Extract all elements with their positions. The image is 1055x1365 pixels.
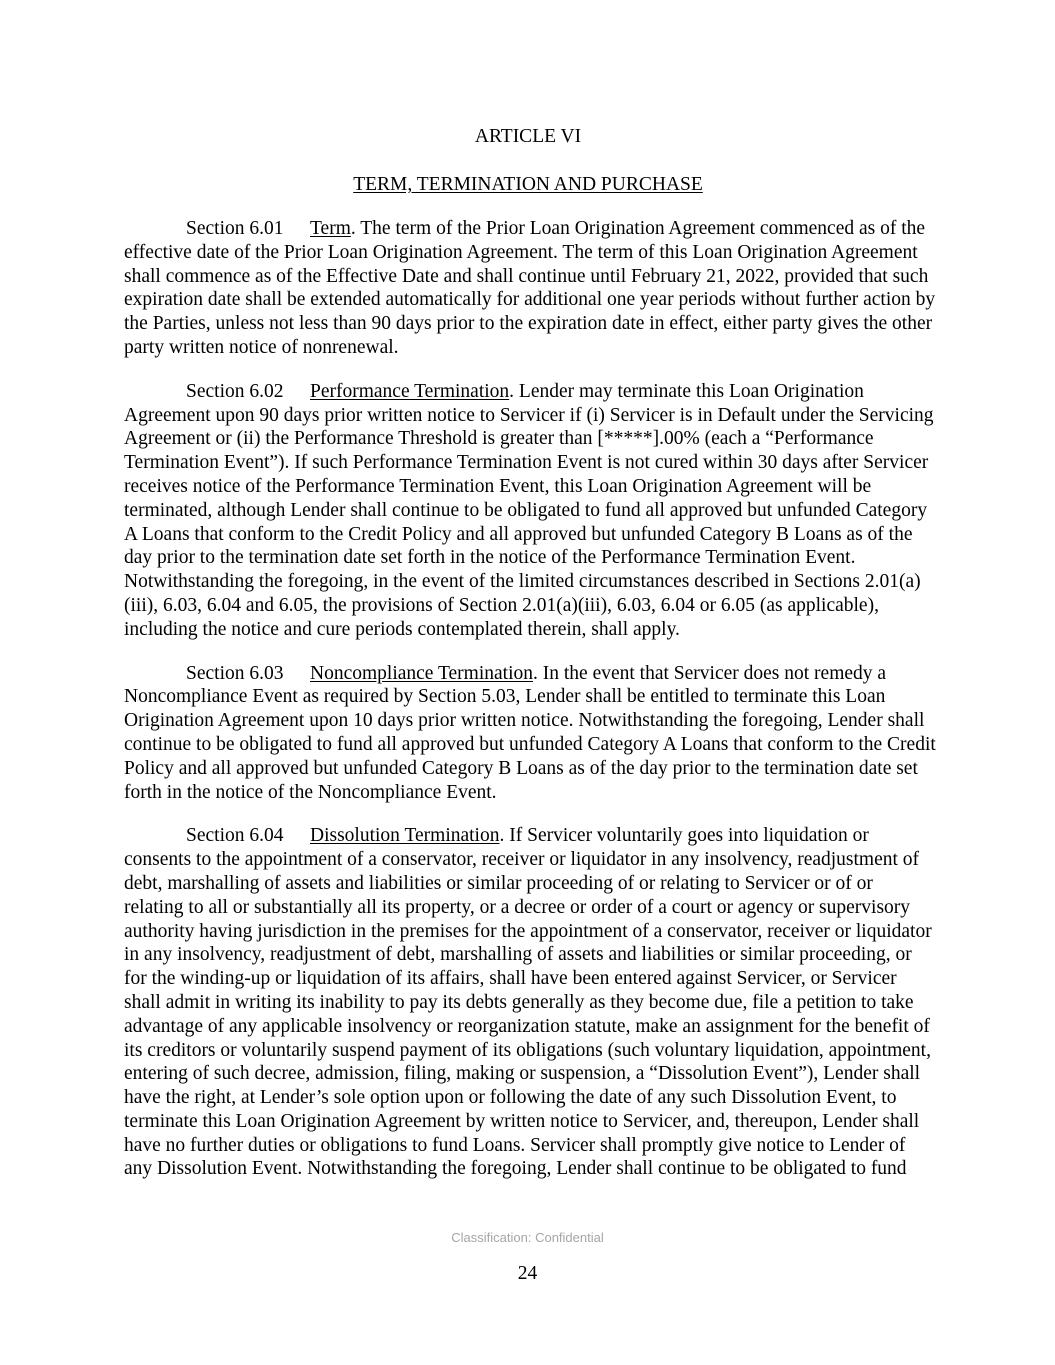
section-title: Dissolution Termination xyxy=(310,825,500,847)
section-6-01 xyxy=(124,217,936,360)
section-text: . Lender may terminate this Loan Origination Agreement upon 90 days prior written notice to Servicer if (i) Servicer is in Default under the Servicing Agreement or (ii) the Performance Threshold is greater than [*****].00% (each a “Performance Termination Event”). If such Performance Termination Event is not cured within 30 days after Servicer receives notice of the Performance Termination Event, this Loan Origination Agreement will be terminated, although Lender shall continue to be obligated to fund all approved but unfunded Category A Loans that conform to the Credit Policy and all approved but unfunded Category B Loans as of the day prior to the termination date set forth in the notice of the Performance Termination Event. Notwithstanding the foregoing, in the event of the limited circumstances described in Sections 2.01(a)(iii), 6.03, 6.04 and 6.05, the provisions of Section 2.01(a)(iii), 6.03, 6.04 or 6.05 (as applicable), including the notice and cure periods contemplated therein, shall apply. xyxy=(124,380,934,640)
section-number: Section 6.03 xyxy=(186,662,284,684)
section-text: . In the event that Servicer does not remedy a Noncompliance Event as required by Section 5.03, Lender shall be entitled to terminate this Loan Origination Agreement upon 10 days prior written notice. Notwithstanding the foregoing, Lender shall continue to be obligated to fund all approved but unfunded Category A Loans that conform to the Credit Policy and all approved but unfunded Category B Loans as of the day prior to the termination date set forth in the notice of the Noncompliance Event. xyxy=(124,662,936,803)
section-number: Section 6.02 xyxy=(186,380,284,402)
article-number: ARTICLE VI xyxy=(474,126,582,147)
classification-label: Classification: Confidential xyxy=(451,1230,604,1245)
section-title: Noncompliance Termination xyxy=(310,662,534,684)
section-number: Section 6.01 xyxy=(186,218,284,239)
section-6-03 xyxy=(124,662,936,805)
page-number: 24 xyxy=(517,1263,538,1284)
document-body xyxy=(124,217,936,1201)
section-text: . If Servicer voluntarily goes into liquidation or consents to the appointment of a conservator, receiver or liquidator in any insolvency, readjustment of debt, marshalling of assets and liabilities or similar proceeding of or relating to Servicer or of or relating to all or substantially all its property, or a decree or order of a court or agency or supervisory authority having jurisdiction in the premises for the appointment of a conservator, receiver or liquidator in any insolvency, readjustment of debt, marshalling of assets and liabilities or similar proceeding, or for the winding-up or liquidation of its affairs, shall have been entered against Servicer, or Servicer shall admit in writing its inability to pay its debts generally as they become due, file a petition to take advantage of any applicable insolvency or reorganization statute, make an assignment for the benefit of its creditors or voluntarily suspend payment of its obligations (such voluntary liquidation, appointment, entering of such decree, admission, filing, making or suspension, a “Dissolution Event”), Lender shall have the right, at Lender’s sole option upon or following the date of any such Dissolution Event, to terminate this Loan Origination Agreement by written notice to Servicer, and, thereupon, Lender shall have no further duties or obligations to fund Loans. Servicer shall promptly give notice to Lender of any Dissolution Event. Notwithstanding the foregoing, Lender shall continue to be obligated to fund xyxy=(124,825,932,1180)
article-heading-text: TERM, TERMINATION AND PURCHASE xyxy=(353,174,703,195)
section-6-04 xyxy=(124,824,936,1181)
section-6-02 xyxy=(124,380,936,642)
article-heading xyxy=(124,173,932,197)
section-text: . The term of the Prior Loan Origination Agreement commenced as of the effective date of the Prior Loan Origination Agreement. The term of this Loan Origination Agreement shall commence as of the Effective Date and shall continue until February 21, 2022, provided that such expiration date shall be extended automatically for additional one year periods without further action by the Parties, unless not less than 90 days prior to the expiration date in effect, either party gives the other party written notice of nonrenewal. xyxy=(124,218,936,358)
section-number: Section 6.04 xyxy=(186,825,284,847)
section-title: Term xyxy=(310,218,351,239)
section-title: Performance Termination xyxy=(310,380,510,402)
